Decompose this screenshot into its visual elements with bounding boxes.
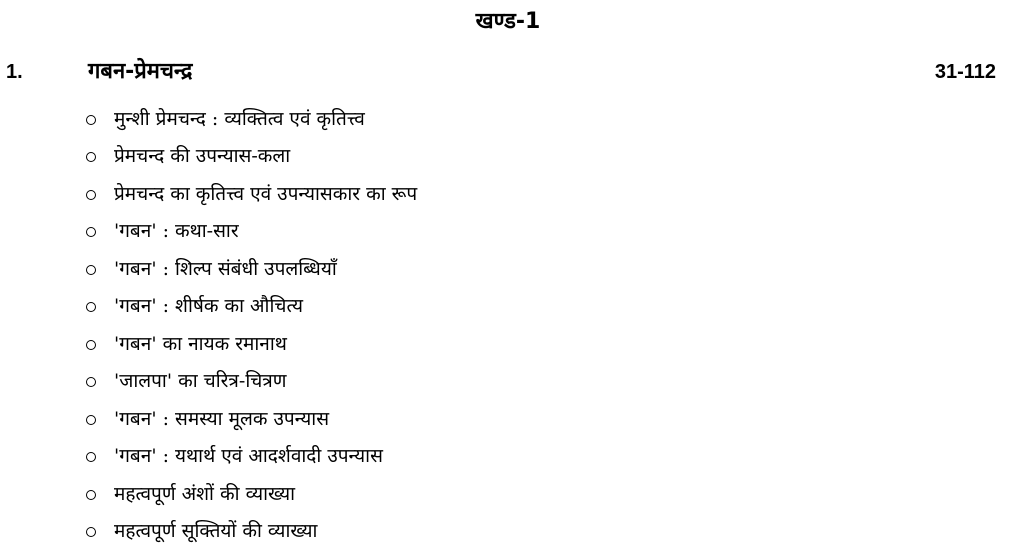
- circle-bullet-icon: [86, 302, 96, 312]
- topic-item: [86, 474, 417, 512]
- chapter-row: [0, 55, 1016, 91]
- topic-item: [86, 324, 417, 362]
- topic-item: [86, 99, 417, 137]
- circle-bullet-icon: [86, 190, 96, 200]
- chapter-page-range: 31-112: [934, 61, 996, 83]
- topic-list: [86, 99, 417, 549]
- topic-item: [86, 512, 417, 550]
- circle-bullet-icon: [86, 115, 96, 125]
- circle-bullet-icon: [86, 377, 96, 387]
- topic-item: [86, 437, 417, 475]
- circle-bullet-icon: [86, 340, 96, 350]
- chapter-number: 1.: [6, 61, 23, 83]
- circle-bullet-icon: [86, 152, 96, 162]
- topic-text: 'गबन' : कथा-सार: [114, 220, 239, 243]
- topic-item: [86, 212, 417, 250]
- topic-item: [86, 287, 417, 325]
- topic-text: 'गबन' : शिल्प संबंधी उपलब्धियाँ: [114, 257, 337, 280]
- circle-bullet-icon: [86, 415, 96, 425]
- topic-text: 'गबन' का नायक रमानाथ: [114, 332, 287, 355]
- topic-item: [86, 362, 417, 400]
- topic-text: महत्वपूर्ण सूक्तियों की व्याख्या: [114, 520, 318, 543]
- topic-item: [86, 174, 417, 212]
- topic-text: 'गबन' : समस्या मूलक उपन्यास: [114, 407, 330, 430]
- topic-item: [86, 249, 417, 287]
- topic-text: 'गबन' : यथार्थ एवं आदर्शवादी उपन्यास: [114, 445, 383, 468]
- topic-item: [86, 399, 417, 437]
- topic-text: 'गबन' : शीर्षक का औचित्य: [114, 295, 303, 318]
- topic-text: महत्वपूर्ण अंशों की व्याख्या: [114, 482, 296, 505]
- topic-text: 'जालपा' का चरित्र-चित्रण: [114, 370, 287, 393]
- circle-bullet-icon: [86, 452, 96, 462]
- section-heading: खण्ड-1: [475, 9, 541, 34]
- topic-item: [86, 137, 417, 175]
- topic-text: मुन्शी प्रेमचन्द : व्यक्तित्व एवं कृतित्त्व: [114, 107, 365, 130]
- circle-bullet-icon: [86, 227, 96, 237]
- topic-text: प्रेमचन्द की उपन्यास-कला: [114, 145, 291, 168]
- circle-bullet-icon: [86, 527, 96, 537]
- chapter-title: गबन-प्रेमचन्द्र: [88, 59, 193, 84]
- topic-text: प्रेमचन्द का कृतित्त्व एवं उपन्यासकार का रूप: [114, 182, 418, 205]
- circle-bullet-icon: [86, 490, 96, 500]
- circle-bullet-icon: [86, 265, 96, 275]
